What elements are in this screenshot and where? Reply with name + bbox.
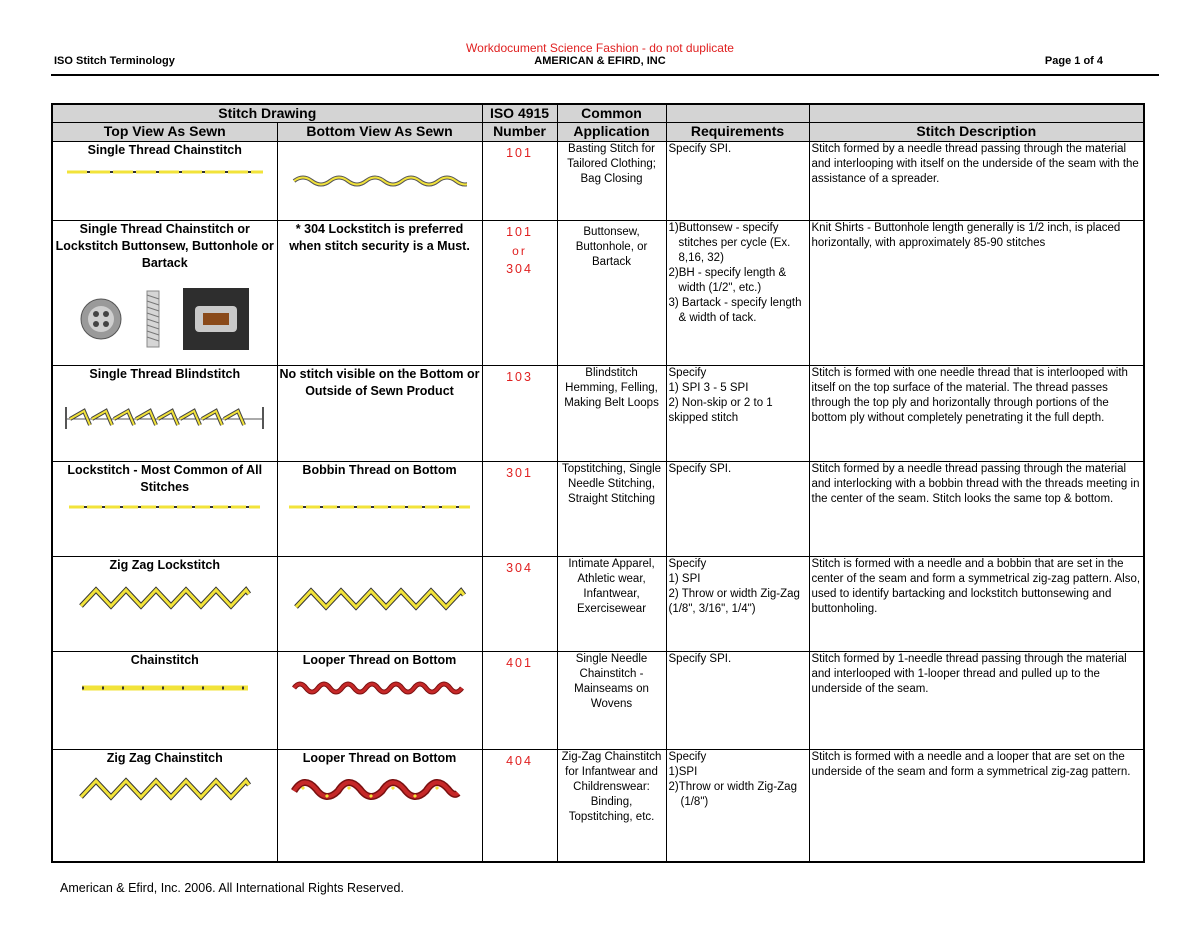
top-view-cell — [52, 366, 277, 462]
req-header-top — [666, 104, 809, 123]
table-header-row-2 — [52, 123, 1144, 142]
stitch-note: No stitch visible on the Bottom or Outside of Sewn Product — [279, 367, 480, 398]
application-cell: Blindstitch Hemming, Felling, Making Belt Loops — [557, 366, 666, 462]
iso-number: 103 — [482, 366, 557, 462]
application-cell: Zig-Zag Chainstitch for Infantwear and Childrenswear: Binding, Topstitching, etc. — [557, 750, 666, 862]
chainstitch-bottom-drawing — [292, 175, 467, 187]
top-view-cell — [52, 750, 277, 862]
table-row — [52, 462, 1144, 557]
bottom-view-cell — [277, 221, 482, 366]
blindstitch-drawing — [62, 405, 267, 431]
application-cell: Single Needle Chainstitch - Mainseams on Wovens — [557, 652, 666, 750]
zigzag-lockstitch-top-drawing — [77, 586, 252, 610]
zigzag-chainstitch-top-drawing — [77, 777, 252, 801]
top-view-cell — [52, 462, 277, 557]
req-line: 2) Non-skip or 2 to 1 skipped stitch — [668, 397, 773, 424]
req-line: 1) SPI 3 - 5 SPI — [668, 382, 749, 394]
req-line: 1) SPI — [668, 573, 701, 585]
iso-header: ISO 4915 — [482, 104, 557, 123]
desc-header-top — [809, 104, 1144, 123]
description-cell: Stitch is formed with one needle thread that is interlooped with itself on the top surface of the material. The thread passes through the top ply and horizontally through portions of the bottom ply without completely penetrating it the full depth. — [809, 366, 1144, 462]
iso-number: 304 — [482, 557, 557, 652]
iso-number: 301 — [482, 462, 557, 557]
bottom-view-cell — [277, 652, 482, 750]
req-line: 3) Bartack - specify length & width of tack. — [668, 297, 802, 324]
req-line: 1)SPI — [668, 766, 698, 778]
table-row — [52, 557, 1144, 652]
application-cell: Topstitching, Single Needle Stitching, Straight Stitching — [557, 462, 666, 557]
req-line: 2)Throw or width Zig-Zag (1/8") — [668, 781, 797, 808]
top-view-cell — [52, 652, 277, 750]
requirements-cell — [666, 221, 809, 366]
header-rule — [51, 74, 1159, 76]
bottom-view-cell — [277, 142, 482, 221]
table-row — [52, 652, 1144, 750]
stitch-note: Looper Thread on Bottom — [302, 653, 457, 667]
stitch-note: * 304 Lockstitch is preferred when stitch security is a Must. — [289, 222, 470, 253]
stitch-name: Chainstitch — [130, 653, 199, 667]
stitch-name: Single Thread Chainstitch or Lockstitch Buttonsew, Buttonhole or Bartack — [55, 222, 274, 270]
stitch-name: Lockstitch - Most Common of All Stitches — [67, 463, 263, 494]
stitch-table — [51, 103, 1145, 863]
description-cell: Stitch formed by a needle thread passing through the material and interlocking with a bobbin thread with the threads meeting in the center of the seam. Stitch looks the same top & bottom. — [809, 462, 1144, 557]
looper-bottom-drawing — [292, 681, 467, 695]
description-cell: Stitch formed by 1-needle thread passing through the material and interlooped with 1-looper thread and pulled up to the underside of the seam. — [809, 652, 1144, 750]
number-header: Number — [482, 123, 557, 142]
buttonhole-icon — [183, 288, 249, 350]
bottom-view-cell — [277, 366, 482, 462]
table-row — [52, 142, 1144, 221]
bottom-view-cell — [277, 750, 482, 862]
table-header-row-1 — [52, 104, 1144, 123]
chainstitch-top-drawing — [65, 167, 265, 177]
iso-number: 404 — [482, 750, 557, 862]
stitch-name: Zig Zag Chainstitch — [106, 751, 223, 765]
stitch-name: Zig Zag Lockstitch — [109, 558, 220, 572]
stitch-name: Single Thread Blindstitch — [89, 367, 241, 381]
iso-number: 401 — [482, 652, 557, 750]
top-view-cell — [52, 557, 277, 652]
application-header: Application — [557, 123, 666, 142]
button-icon — [79, 297, 123, 341]
top-view-header: Top View As Sewn — [52, 123, 277, 142]
description-header: Stitch Description — [809, 123, 1144, 142]
page-number: Page 1 of 4 — [1044, 55, 1103, 67]
stitch-drawing-header: Stitch Drawing — [52, 104, 482, 123]
table-row — [52, 221, 1144, 366]
top-view-cell — [52, 221, 277, 366]
company-name: AMERICAN & EFIRD, INC — [534, 55, 666, 67]
requirements-cell — [666, 557, 809, 652]
top-view-cell — [52, 142, 277, 221]
req-line: 1)Buttonsew - specify stitches per cycle (Ex. 8,16, 32) — [668, 222, 791, 264]
iso-number-a: 101 — [506, 225, 533, 239]
copyright-footer: American & Efird, Inc. 2006. All International Rights Reserved. — [60, 881, 404, 895]
description-cell: Stitch formed by a needle thread passing through the material and interlooping with itself on the underside of the seam with the assistance of a spreader. — [809, 142, 1144, 221]
requirements-cell — [666, 750, 809, 862]
button-images — [79, 288, 275, 350]
stitch-note: Bobbin Thread on Bottom — [302, 463, 457, 477]
doc-title: ISO Stitch Terminology — [54, 55, 175, 67]
description-cell: Knit Shirts - Buttonhole length generally is 1/2 inch, is placed horizontally, with approximately 85-90 stitches — [809, 221, 1144, 366]
iso-number — [482, 221, 557, 366]
table-row — [52, 750, 1144, 862]
bottom-view-cell — [277, 462, 482, 557]
watermark: Workdocument Science Fashion - do not duplicate — [466, 41, 734, 55]
chainstitch-401-top-drawing — [80, 683, 250, 693]
req-line: Specify — [668, 558, 707, 570]
requirements-header: Requirements — [666, 123, 809, 142]
lockstitch-top-drawing — [67, 502, 262, 512]
req-line: Specify — [668, 751, 707, 763]
description-cell: Stitch is formed with a needle and a bobbin that are set in the center of the seam and form a symmetrical zig-zag pattern. Also, used to identify bartacking and lockstitch buttonsewing and buttonholing. — [809, 557, 1144, 652]
iso-number: 101 — [482, 142, 557, 221]
lockstitch-bottom-drawing — [287, 502, 472, 512]
req-line: 2) Throw or width Zig-Zag (1/8", 3/16", 1/4") — [668, 588, 800, 615]
requirements-cell: Specify SPI. — [666, 142, 809, 221]
application-cell: Intimate Apparel, Athletic wear, Infantwear, Exercisewear — [557, 557, 666, 652]
bottom-view-header: Bottom View As Sewn — [277, 123, 482, 142]
table-row — [52, 366, 1144, 462]
zigzag-looper-bottom-drawing — [290, 777, 470, 807]
iso-number-b: 304 — [506, 262, 533, 276]
stitch-note: Looper Thread on Bottom — [302, 751, 457, 765]
requirements-cell — [666, 366, 809, 462]
req-line: Specify — [668, 367, 707, 379]
zigzag-lockstitch-bottom-drawing — [292, 587, 467, 611]
requirements-cell: Specify SPI. — [666, 462, 809, 557]
application-cell: Buttonsew, Buttonhole, or Bartack — [557, 221, 666, 366]
requirements-cell: Specify SPI. — [666, 652, 809, 750]
common-header: Common — [557, 104, 666, 123]
bartack-icon — [145, 290, 161, 348]
stitch-name: Single Thread Chainstitch — [87, 143, 242, 157]
application-cell: Basting Stitch for Tailored Clothing; Bag Closing — [557, 142, 666, 221]
bottom-view-cell — [277, 557, 482, 652]
iso-or: or — [512, 244, 527, 258]
description-cell: Stitch is formed with a needle and a looper that are set on the underside of the seam and form a symmetrical zig-zag pattern. — [809, 750, 1144, 862]
req-line: 2)BH - specify length & width (1/2", etc.) — [668, 267, 787, 294]
